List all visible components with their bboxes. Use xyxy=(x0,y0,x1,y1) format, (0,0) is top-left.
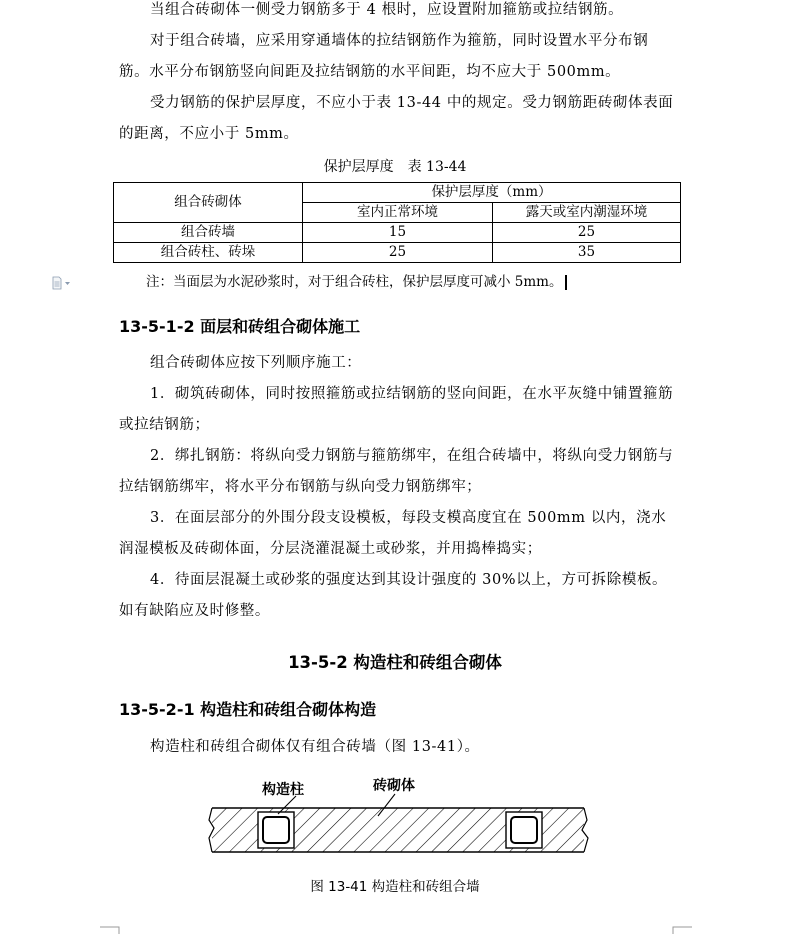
table-subheader-outdoor: 露天或室内潮湿环境 xyxy=(493,203,681,223)
wall-section-figure xyxy=(200,772,595,862)
constructional-column-left xyxy=(258,812,294,848)
list-item: 1．砌筑砖砌体，同时按照箍筋或拉结钢筋的竖向间距，在水平灰缝中铺置箍筋或拉结钢筋； xyxy=(119,386,674,433)
table-caption: 保护层厚度 表 13-44 xyxy=(323,159,467,175)
table-cell: 15 xyxy=(303,223,493,243)
figure-label-column: 构造柱 xyxy=(262,782,304,798)
page-corner-mark-right xyxy=(672,926,692,934)
section-heading-constructional-column: 13-5-2 构造柱和砖组合砌体 xyxy=(288,653,502,672)
table-cell: 组合砖墙 xyxy=(114,223,303,243)
cover-thickness-table xyxy=(113,182,681,263)
table-cell: 35 xyxy=(493,243,681,263)
list-item: 4．待面层混凝土或砂浆的强度达到其设计强度的 30%以上，方可拆除模板。如有缺陷应及时修整。 xyxy=(119,572,668,619)
table-note: 注：当面层为水泥砂浆时，对于组合砖柱，保护层厚度可减小 5mm。 xyxy=(146,270,567,290)
document-icon[interactable] xyxy=(52,276,72,290)
paragraph-column-intro: 构造柱和砖组合砌体仅有组合砖墙（图 13-41）。 xyxy=(150,739,480,755)
table-subheader-indoor: 室内正常环境 xyxy=(303,203,493,223)
constructional-column-right xyxy=(506,812,542,848)
page-corner-mark-left xyxy=(100,926,120,934)
paragraph-tie-bars: 对于组合砖墙，应采用穿通墙体的拉结钢筋作为箍筋，同时设置水平分布钢筋。水平分布钢筋竖向间距及拉结钢筋的水平间距，均不应大于 500mm。 xyxy=(119,33,649,80)
section-heading-column-structure: 13-5-2-1 构造柱和砖组合砌体构造 xyxy=(119,700,377,719)
figure-caption: 图 13-41 构造柱和砖组合墙 xyxy=(310,879,480,895)
table-cell: 25 xyxy=(303,243,493,263)
paragraph-rebar-count: 当组合砖砌体一侧受力钢筋多于 4 根时，应设置附加箍筋或拉结钢筋。 xyxy=(150,2,624,18)
table-row xyxy=(114,223,681,243)
table-cell: 25 xyxy=(493,223,681,243)
list-item: 3．在面层部分的外围分段支设模板，每段支模高度宜在 500mm 以内，浇水润湿模板及砖砌体面，分层浇灌混凝土或砂浆，并用捣棒捣实； xyxy=(119,510,667,557)
paragraph-construction-order: 组合砖砌体应按下列顺序施工： xyxy=(150,355,362,371)
table-row xyxy=(114,243,681,263)
list-item: 2．绑扎钢筋：将纵向受力钢筋与箍筋绑牢，在组合砖墙中，将纵向受力钢筋与拉结钢筋绑牢，将水平分布钢筋与纵向受力钢筋绑牢； xyxy=(119,448,674,495)
table-cell: 组合砖柱、砖垛 xyxy=(114,243,303,263)
section-heading-surface-layer: 13-5-1-2 面层和砖组合砌体施工 xyxy=(119,317,361,336)
paragraph-cover-thickness: 受力钢筋的保护层厚度，不应小于表 13-44 中的规定。受力钢筋距砖砌体表面的距离，不应小于 5mm。 xyxy=(119,95,674,142)
figure-label-masonry: 砖砌体 xyxy=(373,778,415,794)
text-cursor xyxy=(565,275,567,290)
table-header-masonry: 组合砖砌体 xyxy=(114,183,303,223)
table-header-cover: 保护层厚度（mm） xyxy=(303,183,681,203)
